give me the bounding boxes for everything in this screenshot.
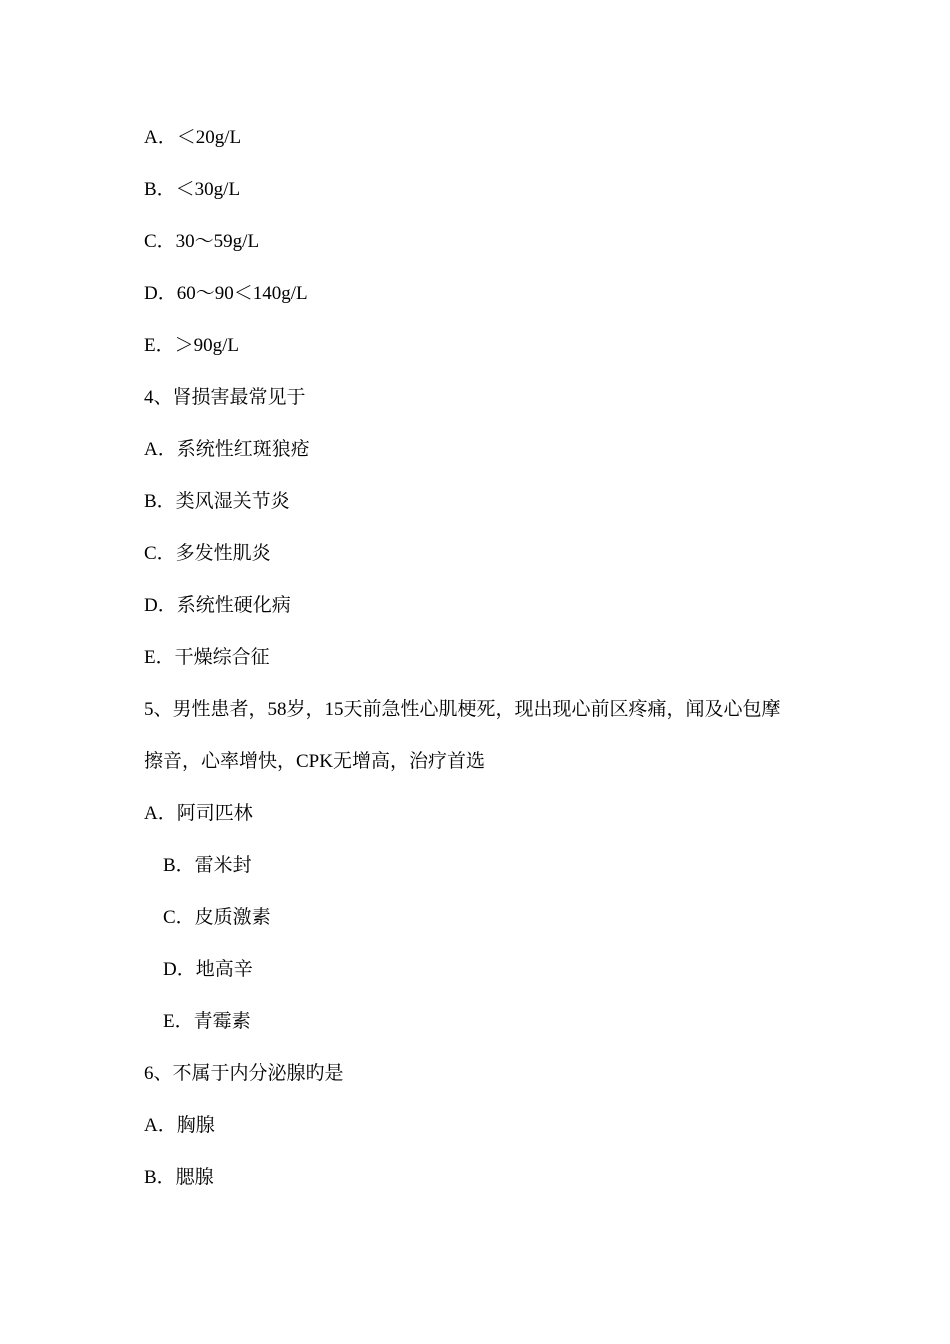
- q4-option-a: A．系统性红斑狼疮: [144, 439, 310, 460]
- q5-option-c: C．皮质激素: [163, 907, 271, 928]
- q4-stem: 4、肾损害最常见于: [144, 387, 306, 408]
- q5-stem-line1: 5、男性患者，58岁，15天前急性心肌梗死，现出现心前区疼痛，闻及心包摩: [144, 699, 781, 720]
- q5-stem-line2: 擦音，心率增快，CPK无增高，治疗首选: [144, 751, 485, 772]
- q5-option-a: A．阿司匹林: [144, 803, 253, 824]
- q3-option-a: A．＜20g/L: [144, 127, 242, 148]
- q3-option-d: D．60～90＜140g/L: [144, 283, 308, 304]
- q4-option-b: B．类风湿关节炎: [144, 491, 290, 512]
- q5-option-b: B．雷米封: [163, 855, 252, 876]
- q5-option-d: D．地高辛: [163, 959, 253, 980]
- q3-option-b: B．＜30g/L: [144, 179, 241, 200]
- q3-option-e: E．＞90g/L: [144, 335, 239, 356]
- q5-option-e: E．青霉素: [163, 1011, 251, 1032]
- q3-option-c: C．30～59g/L: [144, 231, 260, 252]
- q4-option-e: E．干燥综合征: [144, 647, 270, 668]
- q4-option-c: C．多发性肌炎: [144, 543, 271, 564]
- q6-option-a: A．胸腺: [144, 1115, 215, 1136]
- q4-option-d: D．系统性硬化病: [144, 595, 291, 616]
- q6-stem: 6、不属于内分泌腺旳是: [144, 1063, 344, 1084]
- q6-option-b: B．腮腺: [144, 1167, 214, 1188]
